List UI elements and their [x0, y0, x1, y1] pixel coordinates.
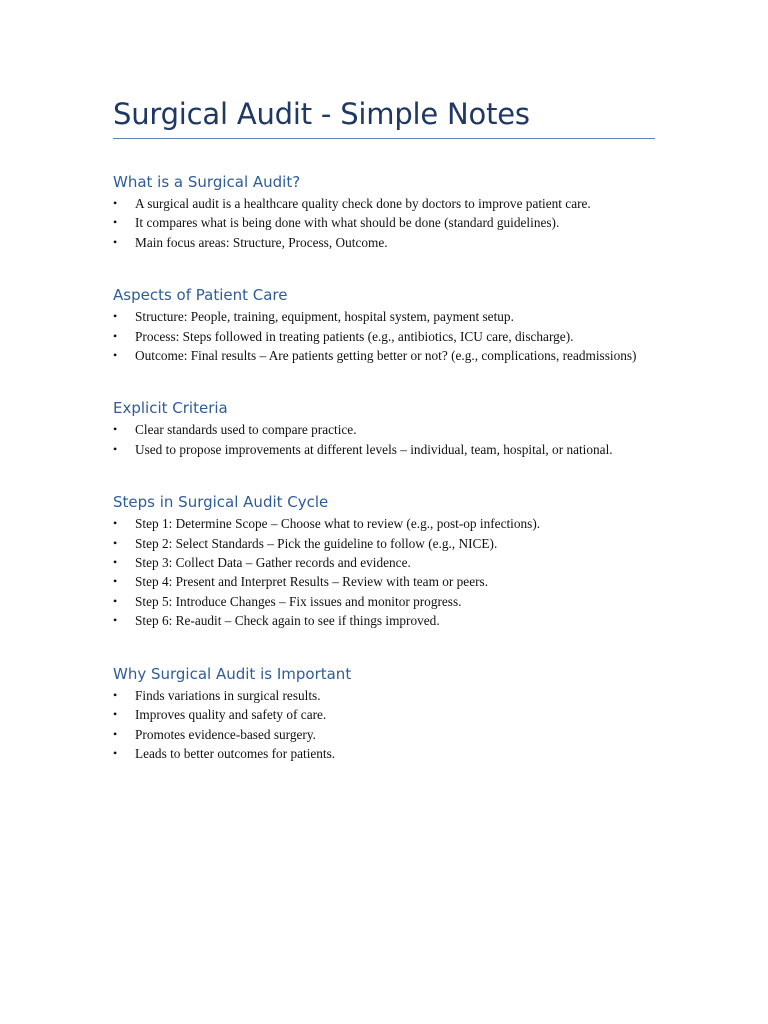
- bullet-icon: •: [113, 687, 118, 702]
- list-item-text: Used to propose improvements at different levels – individual, team, hospital, or national.: [135, 441, 613, 457]
- bullet-icon: •: [113, 613, 118, 628]
- list-item-text: Step 6: Re-audit – Check again to see if things improved.: [135, 613, 440, 629]
- list-item-text: Improves quality and safety of care.: [135, 707, 327, 723]
- list-item-text: Step 3: Collect Data – Gather records and evidence.: [135, 555, 411, 571]
- bullet-icon: •: [113, 215, 118, 230]
- section-heading: Explicit Criteria: [113, 399, 228, 418]
- page-title: Surgical Audit - Simple Notes: [113, 97, 530, 131]
- bullet-icon: •: [113, 726, 118, 741]
- bullet-icon: •: [113, 441, 118, 456]
- list-item: [113, 307, 655, 326]
- list-item-text: Structure: People, training, equipment, hospital system, payment setup.: [135, 309, 514, 325]
- section-heading: Steps in Surgical Audit Cycle: [113, 493, 329, 512]
- section-aspects-patient-care: [113, 285, 655, 365]
- list-item-text: Main focus areas: Structure, Process, Outcome.: [135, 234, 388, 250]
- list-item: [113, 514, 655, 533]
- list-item: [113, 572, 655, 591]
- bullet-icon: •: [113, 309, 118, 324]
- section-audit-cycle-steps: [113, 492, 655, 630]
- list-item-text: Outcome: Final results – Are patients getting better or not? (e.g., complications, readmissions): [135, 348, 637, 364]
- bullet-icon: •: [113, 535, 118, 550]
- document-page: [113, 96, 655, 763]
- list-item: [113, 592, 655, 611]
- list-item-text: Process: Steps followed in treating patients (e.g., antibiotics, ICU care, discharge).: [135, 328, 574, 344]
- bullet-icon: •: [113, 593, 118, 608]
- list-item: [113, 213, 655, 232]
- bullet-icon: •: [113, 555, 118, 570]
- list-item: [113, 553, 655, 572]
- list-item: [113, 327, 655, 346]
- list-item: [113, 233, 655, 252]
- list-item: [113, 725, 655, 744]
- list-item-text: Clear standards used to compare practice.: [135, 422, 357, 438]
- section-explicit-criteria: [113, 398, 655, 459]
- bullet-icon: •: [113, 707, 118, 722]
- list-item: [113, 440, 655, 459]
- list-item-text: A surgical audit is a healthcare quality check done by doctors to improve patient care.: [135, 196, 591, 211]
- list-item: [113, 611, 655, 630]
- list-item-text: Finds variations in surgical results.: [135, 687, 321, 703]
- bullet-icon: •: [113, 422, 118, 437]
- bullet-icon: •: [113, 328, 118, 343]
- list-item: [113, 346, 655, 365]
- bullet-list: [113, 420, 655, 459]
- bullet-icon: •: [113, 196, 118, 210]
- bullet-list: [113, 514, 655, 630]
- bullet-icon: •: [113, 574, 118, 589]
- list-item: [113, 420, 655, 439]
- bullet-icon: •: [113, 516, 118, 531]
- list-item: [113, 194, 655, 213]
- bullet-list: [113, 307, 655, 365]
- bullet-list: [113, 194, 655, 252]
- list-item-text: Promotes evidence-based surgery.: [135, 726, 316, 742]
- list-item-text: Leads to better outcomes for patients.: [135, 745, 336, 761]
- list-item-text: Step 1: Determine Scope – Choose what to review (e.g., post-op infections).: [135, 516, 541, 532]
- section-heading: What is a Surgical Audit?: [113, 173, 301, 191]
- list-item-text: Step 4: Present and Interpret Results – Review with team or peers.: [135, 574, 489, 590]
- list-item-text: It compares what is being done with what should be done (standard guidelines).: [135, 215, 560, 231]
- section-heading: Why Surgical Audit is Important: [113, 664, 352, 683]
- bullet-icon: •: [113, 348, 118, 363]
- section-why-important: [113, 664, 655, 764]
- bullet-icon: •: [113, 745, 118, 760]
- section-heading: Aspects of Patient Care: [113, 286, 288, 305]
- list-item: [113, 686, 655, 705]
- bullet-list: [113, 686, 655, 764]
- bullet-icon: •: [113, 234, 118, 249]
- list-item-text: Step 2: Select Standards – Pick the guideline to follow (e.g., NICE).: [135, 535, 498, 551]
- list-item: [113, 705, 655, 724]
- title-underline-divider: [113, 138, 655, 139]
- list-item: [113, 744, 655, 763]
- list-item: [113, 534, 655, 553]
- list-item-text: Step 5: Introduce Changes – Fix issues and monitor progress.: [135, 593, 462, 609]
- section-what-is-audit: [113, 172, 655, 252]
